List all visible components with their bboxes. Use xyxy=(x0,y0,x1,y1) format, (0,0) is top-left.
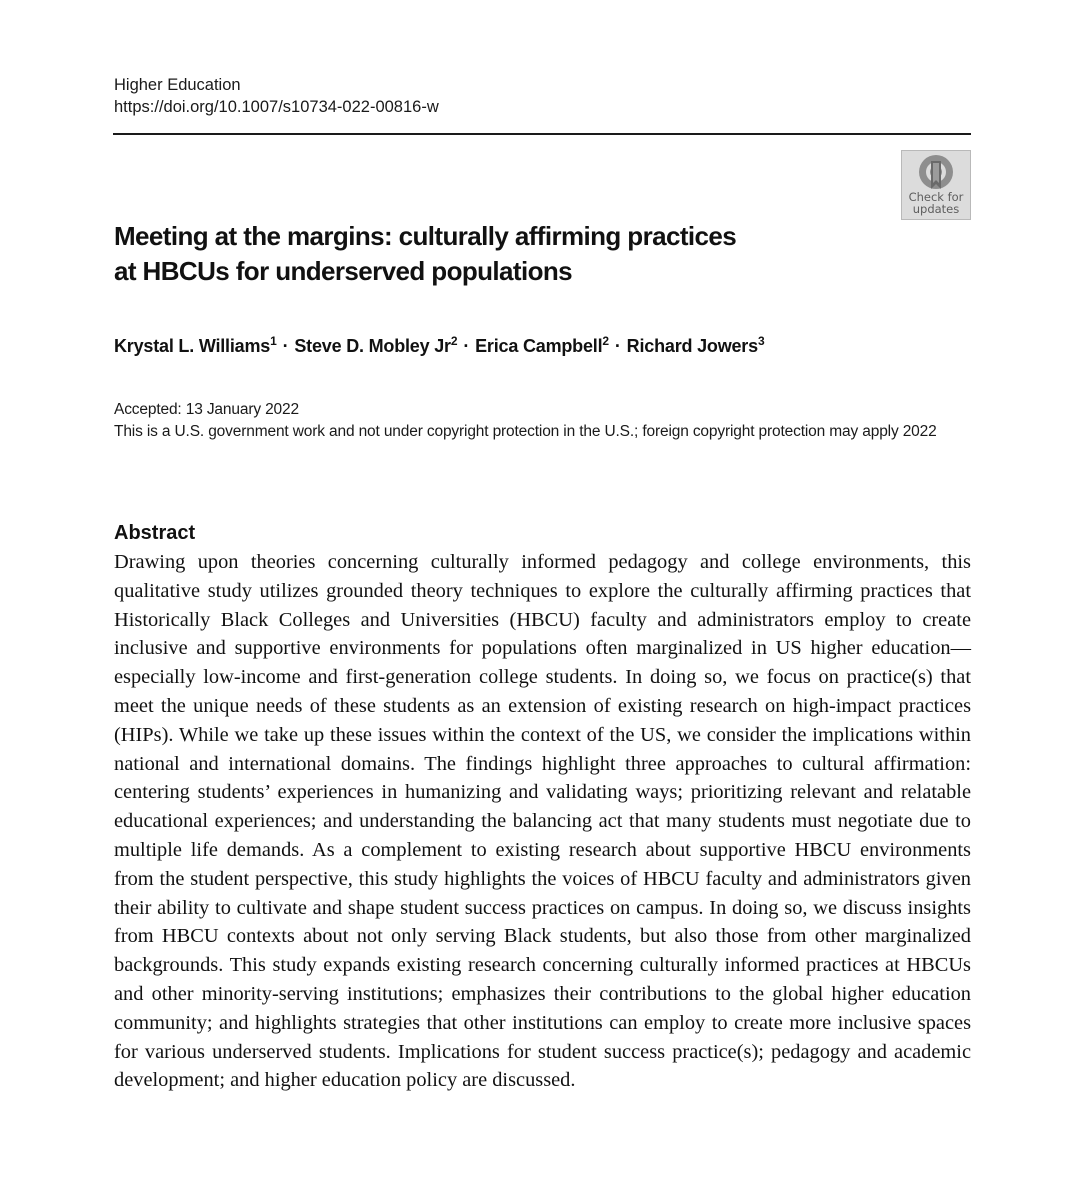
author-affiliation: 2 xyxy=(602,334,609,348)
copyright-notice: This is a U.S. government work and not under copyright protection in the U.S.; foreign copyright protection may apply 2022 xyxy=(114,423,937,440)
author-name[interactable]: Krystal L. Williams xyxy=(114,336,271,356)
title-line-2: at HBCUs for underserved populations xyxy=(114,256,573,286)
author-name[interactable]: Erica Campbell xyxy=(475,336,603,356)
author-separator: · xyxy=(282,336,289,356)
abstract-heading: Abstract xyxy=(114,522,196,544)
publication-meta xyxy=(114,399,979,443)
article-title xyxy=(114,219,874,289)
check-for-updates-label: Check for updates xyxy=(908,190,964,216)
check-for-updates-badge[interactable] xyxy=(901,150,971,220)
journal-header xyxy=(114,74,439,118)
doi-link[interactable]: https://doi.org/10.1007/s10734-022-00816-w xyxy=(114,98,439,116)
author-list xyxy=(114,334,764,358)
author-separator: · xyxy=(463,336,470,356)
crossmark-icon xyxy=(917,153,955,191)
author-affiliation: 2 xyxy=(450,334,458,348)
author-separator: · xyxy=(614,336,621,356)
journal-name: Higher Education xyxy=(114,76,241,94)
author-affiliation: 3 xyxy=(757,334,765,348)
title-line-1: Meeting at the margins: culturally affirming practices xyxy=(114,221,737,251)
author-name[interactable]: Richard Jowers xyxy=(626,336,758,356)
header-rule xyxy=(113,133,971,135)
abstract-text: Drawing upon theories concerning culturally informed pedagogy and college environments, this qualitative study utilizes grounded theory techniques to explore the culturally affirming practices that Historically Black Colleges and Universities (HBCU) faculty and administrators employ to create inclusive and supportive environments for populations often marginalized in US higher education—especially low-income and first-generation college students. In doing so, we focus on practice(s) that meet the unique needs of these students as an extension of existing research on high-impact practices (HIPs). While we take up these issues within the context of the US, we consider the implications within national and international domains. The findings highlight three approaches to cultural affirmation: centering students’ experiences in humanizing and validating ways; prioritizing relevant and relatable educational experiences; and understanding the balancing act that many students must negotiate due to multiple life demands. As a complement to existing research about supportive HBCU environments from the student perspective, this study highlights the voices of HBCU faculty and administrators given their ability to cultivate and shape student success practices on campus. In doing so, we discuss insights from HBCU contexts about not only serving Black students, but also those from other marginalized backgrounds. This study expands existing research concerning culturally informed practices at HBCUs and other minority-serving institutions; emphasizes their contributions to the global higher education community; and highlights strategies that other institutions can employ to create more inclusive spaces for various underserved students. Implications for student success practice(s); pedagogy and academic development; and higher education policy are discussed. xyxy=(114,551,971,1092)
accepted-date: Accepted: 13 January 2022 xyxy=(114,401,299,418)
author-name[interactable]: Steve D. Mobley Jr xyxy=(294,336,451,356)
author-affiliation: 1 xyxy=(270,334,277,348)
